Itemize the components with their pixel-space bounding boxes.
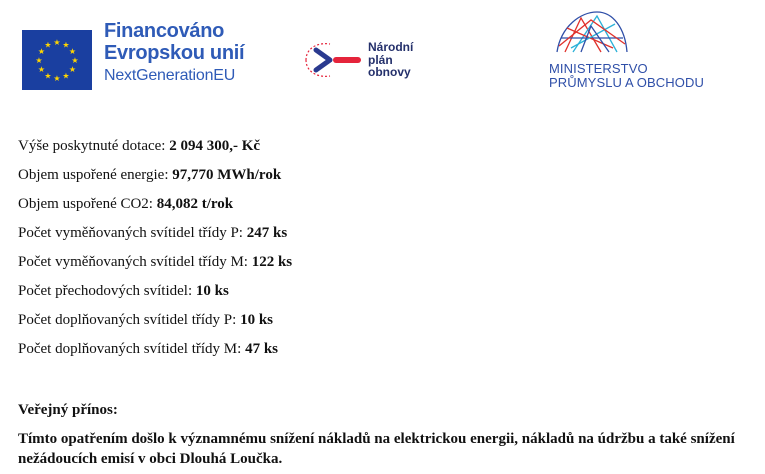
fact-energy-saved xyxy=(18,164,292,193)
svg-text:★: ★ xyxy=(71,56,79,65)
svg-text:★: ★ xyxy=(37,65,46,74)
eu-text-line1: Financováno xyxy=(104,20,225,42)
eu-funding-logo xyxy=(22,20,244,98)
svg-text:★: ★ xyxy=(68,65,77,74)
svg-text:★: ★ xyxy=(44,40,52,50)
fact-label: Počet doplňovaných svítidel třídy P: xyxy=(18,312,241,328)
fact-value: 122 ks xyxy=(251,254,293,270)
narodni-plan-obnovy-logo xyxy=(300,38,413,82)
fact-label: Výše poskytnuté dotace: xyxy=(18,138,170,154)
fact-transition-lights xyxy=(18,280,292,309)
eu-flag-icon xyxy=(22,30,92,90)
fact-label: Počet doplňovaných svítidel třídy M: xyxy=(18,341,246,357)
fact-added-class-m xyxy=(18,338,292,367)
mpo-globe-icon xyxy=(551,8,631,60)
npo-arrow-icon xyxy=(300,38,364,82)
npo-text-line1: Národní xyxy=(368,40,414,55)
svg-text:★: ★ xyxy=(37,47,46,56)
fact-label: Počet vyměňovaných svítidel třídy M: xyxy=(18,254,252,270)
eu-funding-text xyxy=(104,20,244,85)
eu-text-line2: Evropskou unií xyxy=(104,42,245,64)
eu-text-line3: NextGenerationEU xyxy=(104,67,236,84)
svg-text:★: ★ xyxy=(53,38,61,47)
svg-text:★: ★ xyxy=(68,47,77,56)
fact-label: Počet přechodových svítidel: xyxy=(18,283,196,299)
mpo-text xyxy=(549,62,729,91)
svg-text:★: ★ xyxy=(53,74,61,83)
fact-subsidy xyxy=(18,135,292,164)
public-benefit-text: Tímto opatřením došlo k významnému snížení nákladů na elektrickou energii, nákladů na údržbu a také snížení nežádoucích emisí v obci Dlouhá Loučka. xyxy=(18,431,735,467)
eu-stars-icon xyxy=(22,30,92,90)
svg-text:★: ★ xyxy=(44,71,52,81)
fact-value: 247 ks xyxy=(246,225,288,241)
logo-bar xyxy=(0,0,765,110)
fact-replaced-class-p xyxy=(18,222,292,251)
project-facts-list xyxy=(18,135,292,367)
fact-value: 97,770 MWh/rok xyxy=(172,167,282,183)
fact-label: Objem uspořené CO2: xyxy=(18,196,157,212)
mpo-text-line2: PRŮMYSLU A OBCHODU xyxy=(549,75,704,91)
public-benefit-section xyxy=(18,400,758,469)
npo-text-line3: obnovy xyxy=(368,65,411,80)
fact-value: 10 ks xyxy=(195,283,229,299)
fact-replaced-class-m xyxy=(18,251,292,280)
npo-text xyxy=(368,41,413,79)
svg-text:★: ★ xyxy=(62,71,70,81)
svg-text:★: ★ xyxy=(35,56,43,65)
fact-value: 47 ks xyxy=(245,341,278,357)
fact-value: 2 094 300,- Kč xyxy=(169,138,261,154)
public-benefit-heading: Veřejný přínos: xyxy=(18,402,118,418)
svg-text:★: ★ xyxy=(62,40,70,50)
mpo-text-line1: MINISTERSTVO xyxy=(549,61,648,76)
fact-value: 10 ks xyxy=(240,312,274,328)
fact-label: Počet vyměňovaných svítidel třídy P: xyxy=(18,225,247,241)
fact-value: 84,082 t/rok xyxy=(156,196,234,212)
fact-added-class-p xyxy=(18,309,292,338)
fact-co2-saved xyxy=(18,193,292,222)
fact-label: Objem uspořené energie: xyxy=(18,167,173,183)
npo-text-line2: plán xyxy=(368,52,393,67)
ministerstvo-prumyslu-logo xyxy=(549,8,729,91)
